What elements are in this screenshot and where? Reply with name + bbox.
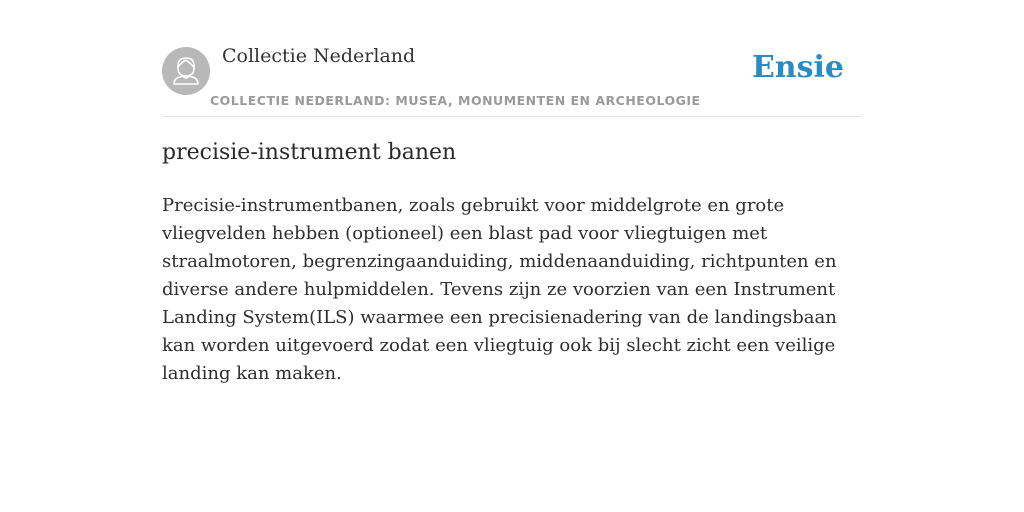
author-name[interactable]: Collectie Nederland: [222, 45, 416, 67]
author-subtitle[interactable]: COLLECTIE NEDERLAND: MUSEA, MONUMENTEN EN ARCHEOLOGIE: [210, 93, 701, 108]
user-silhouette-icon: [162, 47, 210, 95]
entry-header: [162, 0, 862, 117]
entry-title: precisie-instrument banen: [162, 140, 457, 165]
ensie-logo[interactable]: Ensie: [751, 50, 844, 85]
entry-card: [162, 0, 862, 384]
entry-definition: Precisie-instrumentbanen, zoals gebruikt voor middelgrote en grote vliegvelden hebben (optioneel) een blast pad voor vliegtuigen met straalmotoren, begrenzingaanduiding, middenaanduiding, richtpunten en diverse andere hulpmiddelen. Tevens zijn ze voorzien van een Instrument Landing System(ILS) waarmee een precisienadering van de landingsbaan kan worden uitgevoerd zodat een vliegtuig ook bij slecht zicht een veilige landing kan maken.: [162, 195, 837, 384]
author-avatar[interactable]: [162, 47, 210, 95]
